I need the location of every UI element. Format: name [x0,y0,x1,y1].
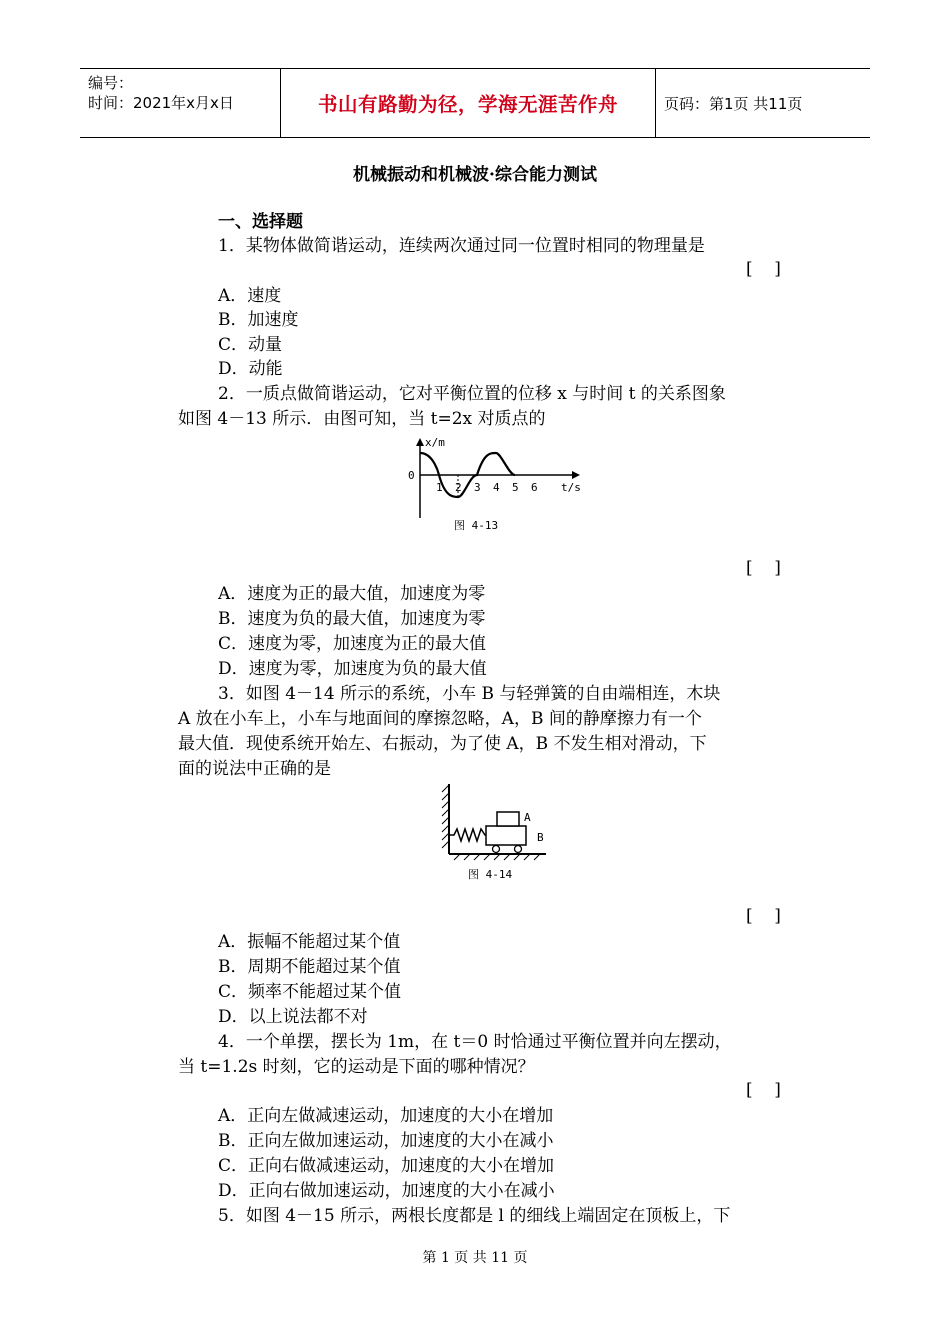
figure-4-14 [440,780,552,884]
q3-stem-line2: A 放在小车上，小车与地面间的摩擦忽略，A，B 间的静摩擦力有一个 [178,709,702,729]
q2-stem-line1: 2．一质点做简谐运动，它对平衡位置的位移 x 与时间 t 的关系图象 [218,384,726,404]
q4-option-d: D．正向右做加速运动，加速度的大小在减小 [218,1181,555,1201]
wall-hatching [442,785,449,848]
page-footer: 第 1 页 共 11 页 [422,1250,528,1266]
q3-stem-line3: 最大值．现使系统开始左、右振动，为了使 A，B 不发生相对滑动，下 [178,734,707,754]
q2-option-c: C．速度为零，加速度为正的最大值 [218,634,487,654]
header-page-info: 页码：第1页 共11页 [664,94,803,113]
time-label: 时间：2021年x月x日 [88,94,234,112]
tick-6: 6 [531,481,538,494]
q2-answer-bracket: [ ] [746,558,781,578]
header-meta [88,73,234,113]
q1-answer-bracket: [ ] [746,259,781,279]
origin-label: 0 [408,469,415,482]
y-axis-arrow [416,438,424,446]
q3-option-a: A．振幅不能超过某个值 [218,932,401,952]
tick-4: 4 [493,481,500,494]
block-a [497,812,519,826]
cart-wheel-right [515,846,522,853]
q3-answer-bracket: [ ] [746,906,781,926]
q4-option-c: C．正向右做减速运动，加速度的大小在增加 [218,1156,555,1176]
x-axis-label: t/s [561,481,581,494]
q2-option-b: B．速度为负的最大值，加速度为零 [218,609,486,629]
q1-stem: 1．某物体做简谐运动，连续两次通过同一位置时相同的物理量是 [218,236,705,256]
cart-b [486,826,526,845]
q3-stem-line1: 3．如图 4－14 所示的系统，小车 B 与轻弹簧的自由端相连，木块 [218,684,721,704]
q2-option-a: A．速度为正的最大值，加速度为零 [218,584,486,604]
tick-5: 5 [512,481,519,494]
q3-stem-line4: 面的说法中正确的是 [178,759,331,779]
document-title: 机械振动和机械波·综合能力测试 [353,165,597,185]
serial-label: 编号： [88,74,134,92]
q3-option-b: B．周期不能超过某个值 [218,957,401,977]
q4-answer-bracket: [ ] [746,1080,781,1100]
spring [449,829,486,841]
q2-stem-line2: 如图 4－13 所示．由图可知，当 t=2x 对质点的 [178,409,546,429]
q1-option-b: B．加速度 [218,310,299,330]
q3-option-c: C．频率不能超过某个值 [218,982,402,1002]
label-b: B [537,831,544,844]
q4-option-a: A．正向左做减速运动，加速度的大小在增加 [218,1106,554,1126]
header-motto: 书山有路勤为径，学海无涯苦作舟 [280,69,656,137]
q1-option-c: C．动量 [218,335,283,355]
q3-option-d: D．以上说法都不对 [218,1007,368,1027]
header-table [80,68,870,138]
figure-caption: 图 4-13 [454,519,499,532]
section-heading: 一、选择题 [218,212,303,232]
figure-4-13 [400,434,600,540]
cart-wheel-left [493,846,500,853]
y-axis-label: x/m [425,436,445,449]
x-axis-arrow [572,471,580,479]
q1-option-d: D．动能 [218,359,283,379]
q1-option-a: A．速度 [218,286,282,306]
tick-3: 3 [474,481,481,494]
q2-option-d: D．速度为零，加速度为负的最大值 [218,659,487,679]
q5-stem-line1: 5．如图 4－15 所示，两根长度都是 l 的细线上端固定在顶板上，下 [218,1206,731,1226]
label-a: A [524,811,531,824]
q4-stem-line1: 4．一个单摆，摆长为 1m，在 t＝0 时恰通过平衡位置并向左摆动， [218,1032,732,1052]
q4-stem-line2: 当 t=1.2s 时刻，它的运动是下面的哪种情况？ [178,1057,535,1077]
tick-1: 1 [436,481,443,494]
tick-2: 2 [455,481,462,494]
q4-option-b: B．正向左做加速运动，加速度的大小在减小 [218,1131,554,1151]
figure-caption: 图 4-14 [468,868,513,881]
